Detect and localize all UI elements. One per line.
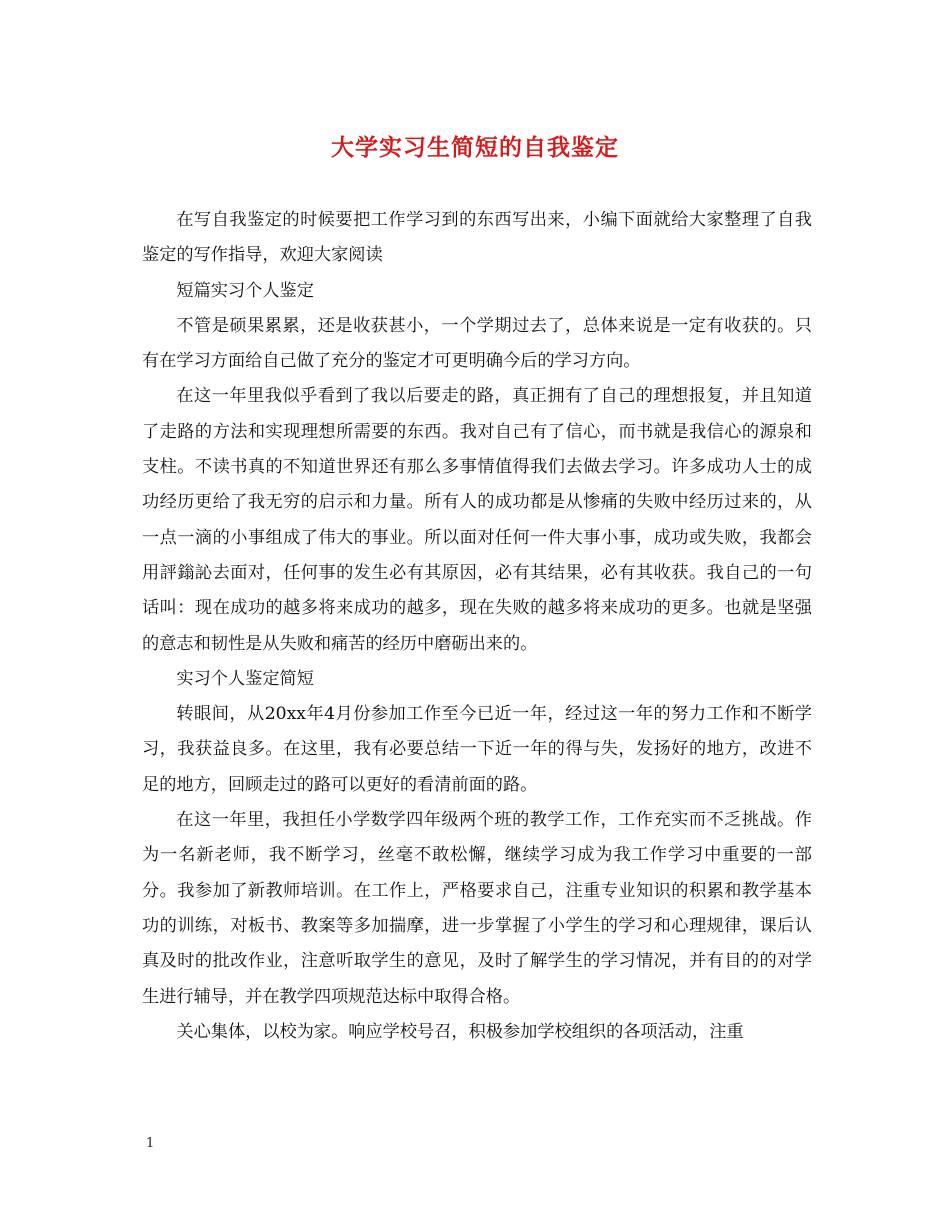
document-title: 大学实习生简短的自我鉴定 xyxy=(331,134,619,161)
paragraph: 在这一年里我似乎看到了我以后要走的路，真正拥有了自己的理想报复，并且知道了走路的方法和实现理想所需要的东西。我对自己有了信心，而书就是我信心的源泉和支柱。不读书真的不知道世界还有那么多事情值得我们去做去学习。许多成功人士的成功经历更给了我无穷的启示和力量。所有人的成功都是从惨痛的失败中经历过来的，从一点一滴的小事组成了伟大的事业。所以面对任何一件大事小事，成功或失败，我都会用評鎓訫去面对，任何事的发生必有其原因，必有其结果，必有其收获。我自己的一句话叫：现在成功的越多将来成功的越多，现在失败的越多将来成功的更多。也就是坚强的意志和韧性是从失败和痛苦的经历中磨砺出来的。 xyxy=(142,386,812,654)
section-heading-short-internship: 短篇实习个人鉴定 xyxy=(176,280,314,301)
page-number: 1 xyxy=(146,1136,155,1151)
paragraph: 关心集体，以校为家。响应学校号召，积极参加学校组织的各项活动，注重 xyxy=(176,1021,744,1042)
paragraph-intro: 在写自我鉴定的时候要把工作学习到的东西写出来，小编下面就给大家整理了自我鉴定的写作指导，欢迎大家阅读 xyxy=(142,210,812,266)
paragraph: 不管是硕果累累，还是收获甚小，一个学期过去了，总体来说是一定有收获的。只有在学习方面给自己做了充分的鉴定才可更明确今后的学习方向。 xyxy=(142,315,812,372)
document-body xyxy=(142,203,812,1050)
paragraph: 转眼间，从20xx年4月份参加工作至今已近一年，经过这一年的努力工作和不断学习，我获益良多。在这里，我有必要总结一下近一年的得与失，发扬好的地方，改进不足的地方，回顾走过的路可以更好的看清前面的路。 xyxy=(142,704,812,795)
section-heading-internship-brief: 实习个人鉴定简短 xyxy=(176,668,314,689)
paragraph: 在这一年里，我担任小学数学四年级两个班的教学工作，工作充实而不乏挑战。作为一名新老师，我不断学习，丝毫不敢松懈，继续学习成为我工作学习中重要的一部分。我参加了新教师培训。在工作上，严格要求自己，注重专业知识的积累和教学基本功的训练，对板书、教案等多加揣摩，进一步掌握了小学生的学习和心理规律，课后认真及时的批改作业，注意听取学生的意见，及时了解学生的学习情况，并有目的的对学生进行辅导，并在教学四项规范达标中取得合格。 xyxy=(142,810,812,1007)
